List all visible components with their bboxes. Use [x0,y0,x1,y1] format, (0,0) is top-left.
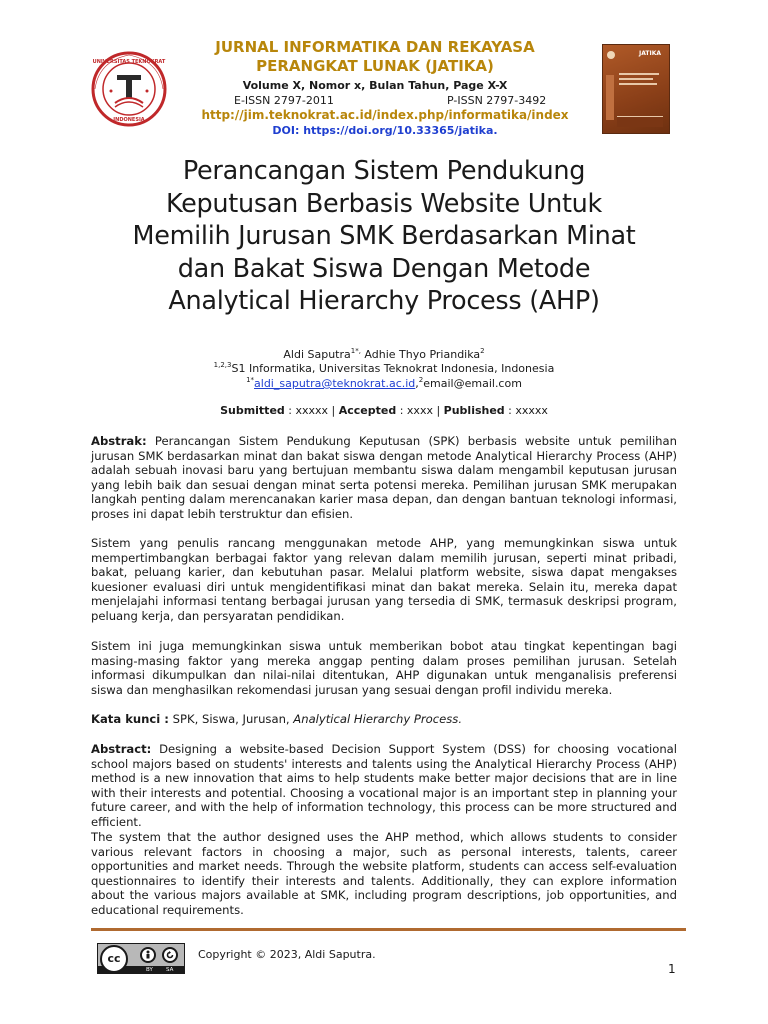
cover-footer [617,116,663,127]
journal-doi-link[interactable]: DOI: https://doi.org/10.33365/jatika. [272,124,498,137]
e-issn: E-ISSN 2797-2011 [234,94,334,107]
paper-title [110,155,658,318]
author-sup: 2 [480,347,485,355]
abstrak-label: Abstrak: [91,434,147,448]
cc-license-badge[interactable] [97,943,185,974]
author-name: Adhie Thyo Priandika [360,348,481,361]
submitted-value: : xxxxx | [284,404,339,417]
journal-title-line1: JURNAL INFORMATIKA DAN REKAYASA [215,38,535,56]
affiliation-text: S1 Informatika, Universitas Teknokrat Indonesia, Indonesia [231,362,555,375]
keywords-italic: Analytical Hierarchy Process. [293,712,463,726]
logo-text-top: UNIVERSITAS TEKNOKRAT [92,59,166,65]
abstrak-paragraph-1 [91,434,677,522]
cover-badge-icon [607,51,615,59]
email-separator: , [415,377,419,390]
title-line: Perancangan Sistem Pendukung [182,156,586,186]
affil-sup: 1,2,3 [213,361,232,369]
page-number: 1 [668,962,676,976]
cover-spine [606,75,614,120]
affiliation-line [0,361,768,375]
abstract-label: Abstract: [91,742,152,756]
published-value: : xxxxx [504,404,548,417]
keywords-text: SPK, Siswa, Jurusan, [168,712,294,726]
submission-dates [0,404,768,417]
cover-line [619,83,657,85]
journal-url-link[interactable]: http://jim.teknokrat.ac.id/index.php/informatika/index [201,108,569,122]
author-email-text: email@email.com [423,377,522,390]
submitted-label: Submitted [220,404,285,417]
title-line: dan Bakat Siswa Dengan Metode [177,253,591,284]
cover-line [619,78,653,80]
authors-line [0,347,768,361]
cover-line [619,73,659,75]
published-label: Published [443,404,505,417]
university-logo [91,51,167,127]
abstrak-text: Perancangan Sistem Pendukung Keputusan (SPK) berbasis website untuk pemilihan jurusan SMK berdasarkan minat dan bakat siswa dengan metode Analytical Hierarchy Process (AHP) adalah sebuah inovasi baru yang bertujuan membantu siswa dalam mengambil keputusan jurusan yang lebih baik dan sesuai dengan minat serta potensi mereka. Pemilihan jurusan SMK merupakan langkah penting dalam merencanakan karier masa depan, dan dengan bantuan teknologi informasi, proses ini dapat lebih terstruktur dan efisien. [91,434,677,521]
title-line: Analytical Hierarchy Process (AHP) [168,286,600,316]
author-name: Aldi Saputra [283,348,351,361]
email-sup: 2 [418,376,424,384]
abstrak-paragraph-3: Sistem ini juga memungkinkan siswa untuk memberikan bobot atau tingkat kepentingan bagi masing-masing faktor yang mereka anggap penting dalam proses pemilihan jurusan. Setelah informasi dikumpulkan dan nilai-nilai ditentukan, AHP digunakan untuk menganalisis preferensi siswa dan menghasilkan rekomendasi jurusan yang sesuai dengan profil individu mereka. [91,639,677,697]
author-sup: 1*, [350,347,361,355]
journal-title [180,38,570,76]
by-person-icon [140,947,156,963]
emails-line [0,376,768,390]
title-line: Memilih Jurusan SMK Berdasarkan Minat [132,221,636,251]
footer-rule [91,928,686,931]
journal-title-line2: PERANGKAT LUNAK (JATIKA) [256,57,494,75]
accepted-label: Accepted [338,404,397,417]
cc-by-label: BY [146,967,153,973]
copyright-text: Copyright © 2023, Aldi Saputra. [198,948,376,961]
p-issn: P-ISSN 2797-3492 [447,94,547,107]
cc-icon: cc [100,945,128,973]
abstract-paragraph-1 [91,742,677,830]
journal-volume: Volume X, Nomor x, Bulan Tahun, Page X-X [242,79,508,92]
keywords-line [91,712,677,727]
title-line: Keputusan Berbasis Website Untuk [166,188,602,219]
abstrak-paragraph-2: Sistem yang penulis rancang menggunakan metode AHP, yang memungkinkan siswa untuk mempertimbangkan berbagai faktor yang relevan dalam memilih jurusan, seperti minat pribadi, bakat, peluang karier, dan kebutuhan pasar. Melalui platform website, siswa dapat mengakses kuesioner evaluasi diri untuk mengidentifikasi minat dan bakat mereka. Selain itu, mereka dapat menjelajahi informasi tentang berbagai jurusan yang tersedia di SMK, termasuk deskripsi program, peluang kerja, dan persyaratan pendidikan. [91,536,677,623]
share-alike-icon [162,947,178,963]
author-email-link[interactable]: aldi_saputra@teknokrat.ac.id [254,377,416,390]
abstract-text: Designing a website-based Decision Support System (DSS) for choosing vocational school majors based on students' interests and talents using the Analytical Hierarchy Process (AHP) method is a new innovation that aims to help students make better major decisions that are in line with their interests and potential. Choosing a vocational major is an important step in planning your future career, and with the help of information technology, this process can be more structured and efficient. [91,742,677,829]
logo-text-bottom: INDONESIA [113,117,145,123]
abstract-paragraph-2: The system that the author designed uses the AHP method, which allows students to consider various relevant factors in choosing a major, such as personal interests, talents, career opportunities and market needs. Through the website platform, students can access self-evaluation questionnaires to identify their interests and talents. Additionally, they can explore information about the various majors available at SMK, including program descriptions, job opportunities, and educational requirements. [91,830,677,917]
accepted-value: : xxxx | [396,404,444,417]
cc-sa-label: SA [166,967,174,973]
keywords-label: Kata kunci : [91,712,169,726]
cover-label: JATIKA [638,50,661,57]
journal-cover-image [602,44,670,134]
email-sup: 1* [246,376,255,384]
